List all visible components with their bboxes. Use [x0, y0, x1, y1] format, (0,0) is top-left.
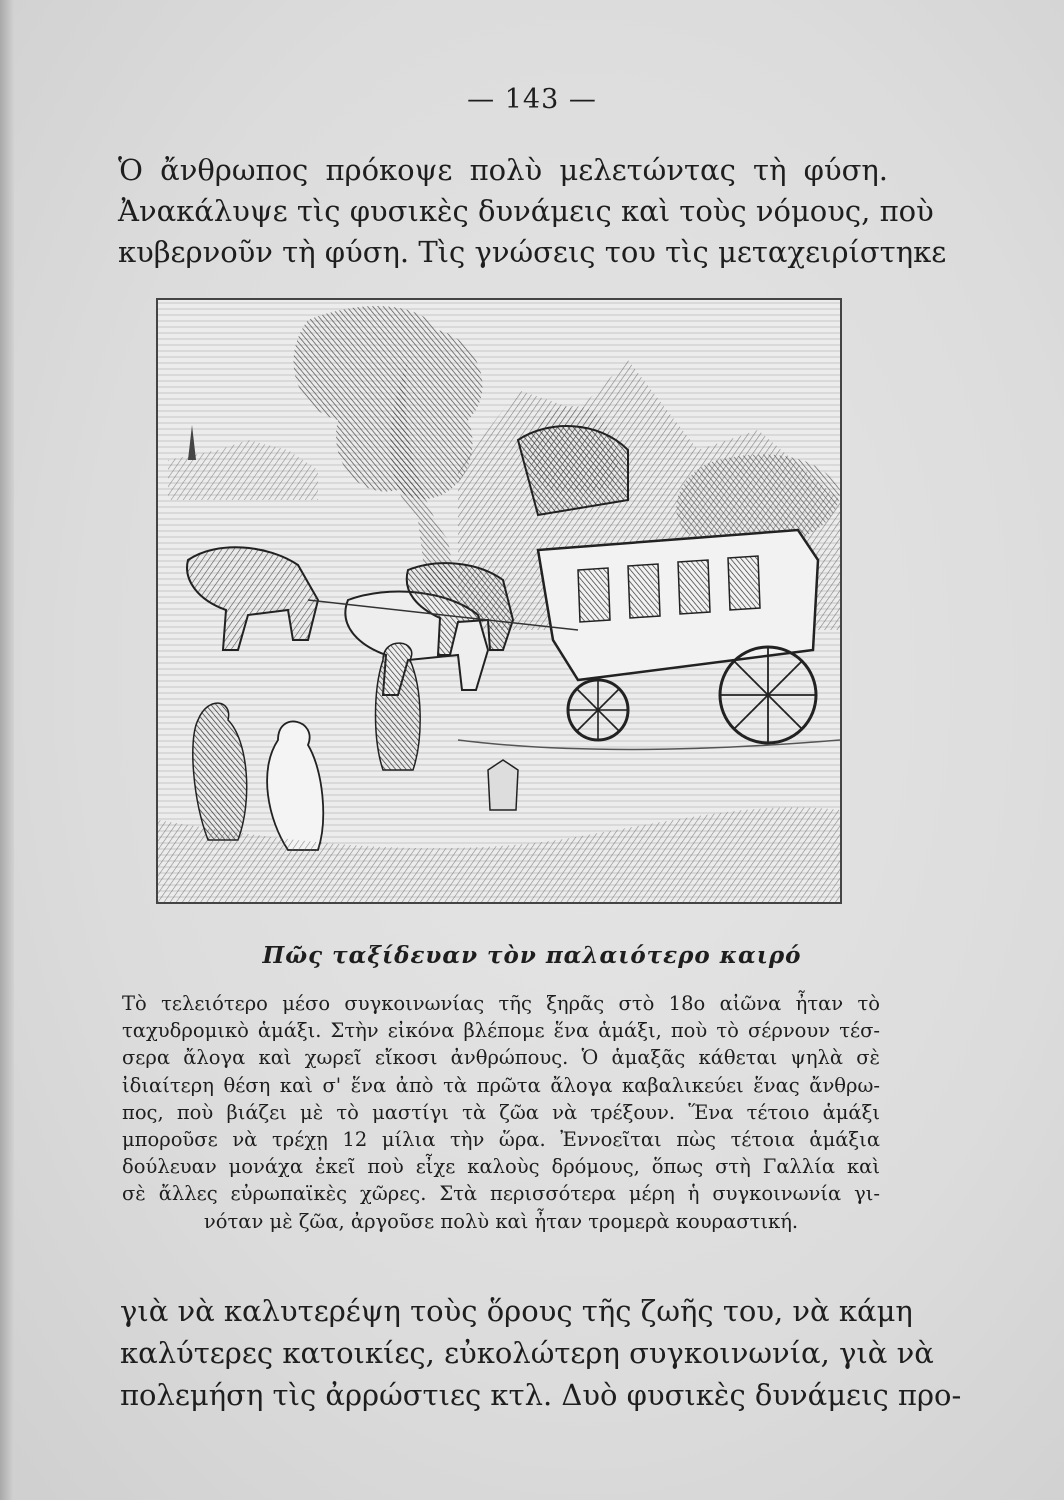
top-line-3: κυβερνοῦν τὴ φύση. Τὶς γνώσεις του τὶς μεταχειρίστηκε	[118, 235, 947, 269]
bottom-line-1: γιὰ νὰ καλυτερέψη τοὺς ὅρους τῆς ζωῆς του, νὰ κάμη	[120, 1294, 913, 1328]
caption-line-9: νόταν μὲ ζῶα, ἀργοῦσε πολὺ καὶ ἦταν τρομερὰ κουραστική.	[203, 1209, 799, 1233]
caption-line-5: πος, ποὺ βιάζει μὲ τὸ μαστίγι τὰ ζῶα νὰ τρέξουν. Ἕνα τέτοιο ἁμάξι	[122, 1100, 880, 1124]
caption-line-4: ἰδιαίτερη θέση καὶ σ' ἕνα ἀπὸ τὰ πρῶτα ἄλογα καβαλικεύει ἕνας ἄνθρω-	[122, 1073, 880, 1097]
stagecoach-illustration	[156, 298, 842, 904]
top-line-2: Ἀνακάλυψε τὶς φυσικὲς δυνάμεις καὶ τοὺς νόμους, ποὺ	[118, 194, 934, 228]
rear-wheel-spokes	[720, 647, 816, 743]
bottom-paragraph	[120, 1290, 962, 1416]
bottom-line-3: πολεμήση τὶς ἀρρώστιες κτλ. Δυὸ φυσικὲς δυνάμεις προ-	[120, 1378, 962, 1412]
caption-body	[122, 990, 880, 1235]
caption-title: Πῶς ταξίδευαν τὸν παλαιότερο καιρό	[262, 942, 802, 969]
caption-line-3: σερα ἄλογα καὶ χωρεῖ εἴκοσι ἀνθρώπους. Ὁ ἁμαξᾶς κάθεται ψηλὰ σὲ	[122, 1046, 880, 1070]
caption-line-1: Τὸ τελειότερο μέσο συγκοινωνίας τῆς ξηρᾶς στὸ 18ο αἰῶνα ἦταν τὸ	[122, 992, 880, 1015]
coach-luggage	[518, 426, 628, 515]
page-number: — 143 —	[467, 84, 597, 115]
caption-line-8: σὲ ἄλλες εὐρωπαϊκὲς χῶρες. Στὰ περισσότερα μέρη ἡ συγκοινωνία γι-	[122, 1182, 880, 1206]
stagecoach-illustration-icon	[158, 300, 840, 902]
milestone	[488, 760, 518, 810]
front-wheel-spokes	[568, 680, 628, 740]
caption-line-2: ταχυδρομικὸ ἁμάξι. Στὴν εἰκόνα βλέπομε ἕνα ἁμάξι, ποὺ τὸ σέρνουν τέσ-	[122, 1019, 880, 1043]
bottom-line-2: καλύτερες κατοικίες, εὐκολώτερη συγκοινωνία, γιὰ νὰ	[120, 1336, 934, 1370]
top-paragraph	[118, 150, 947, 273]
caption-line-7: δούλευαν μονάχα ἐκεῖ ποὺ εἶχε καλοὺς δρόμους, ὅπως στὴ Γαλλία καὶ	[122, 1155, 880, 1179]
top-line-1: Ὁ ἄνθρωπος πρόκοψε πολὺ μελετώντας τὴ φύση.	[118, 153, 888, 187]
caption-line-6: μποροῦσε νὰ τρέχῃ 12 μίλια τὴν ὥρα. Ἐννοεῖται πὼς τέτοια ἁμάξια	[122, 1128, 880, 1152]
page-spine-shadow	[0, 0, 14, 1500]
